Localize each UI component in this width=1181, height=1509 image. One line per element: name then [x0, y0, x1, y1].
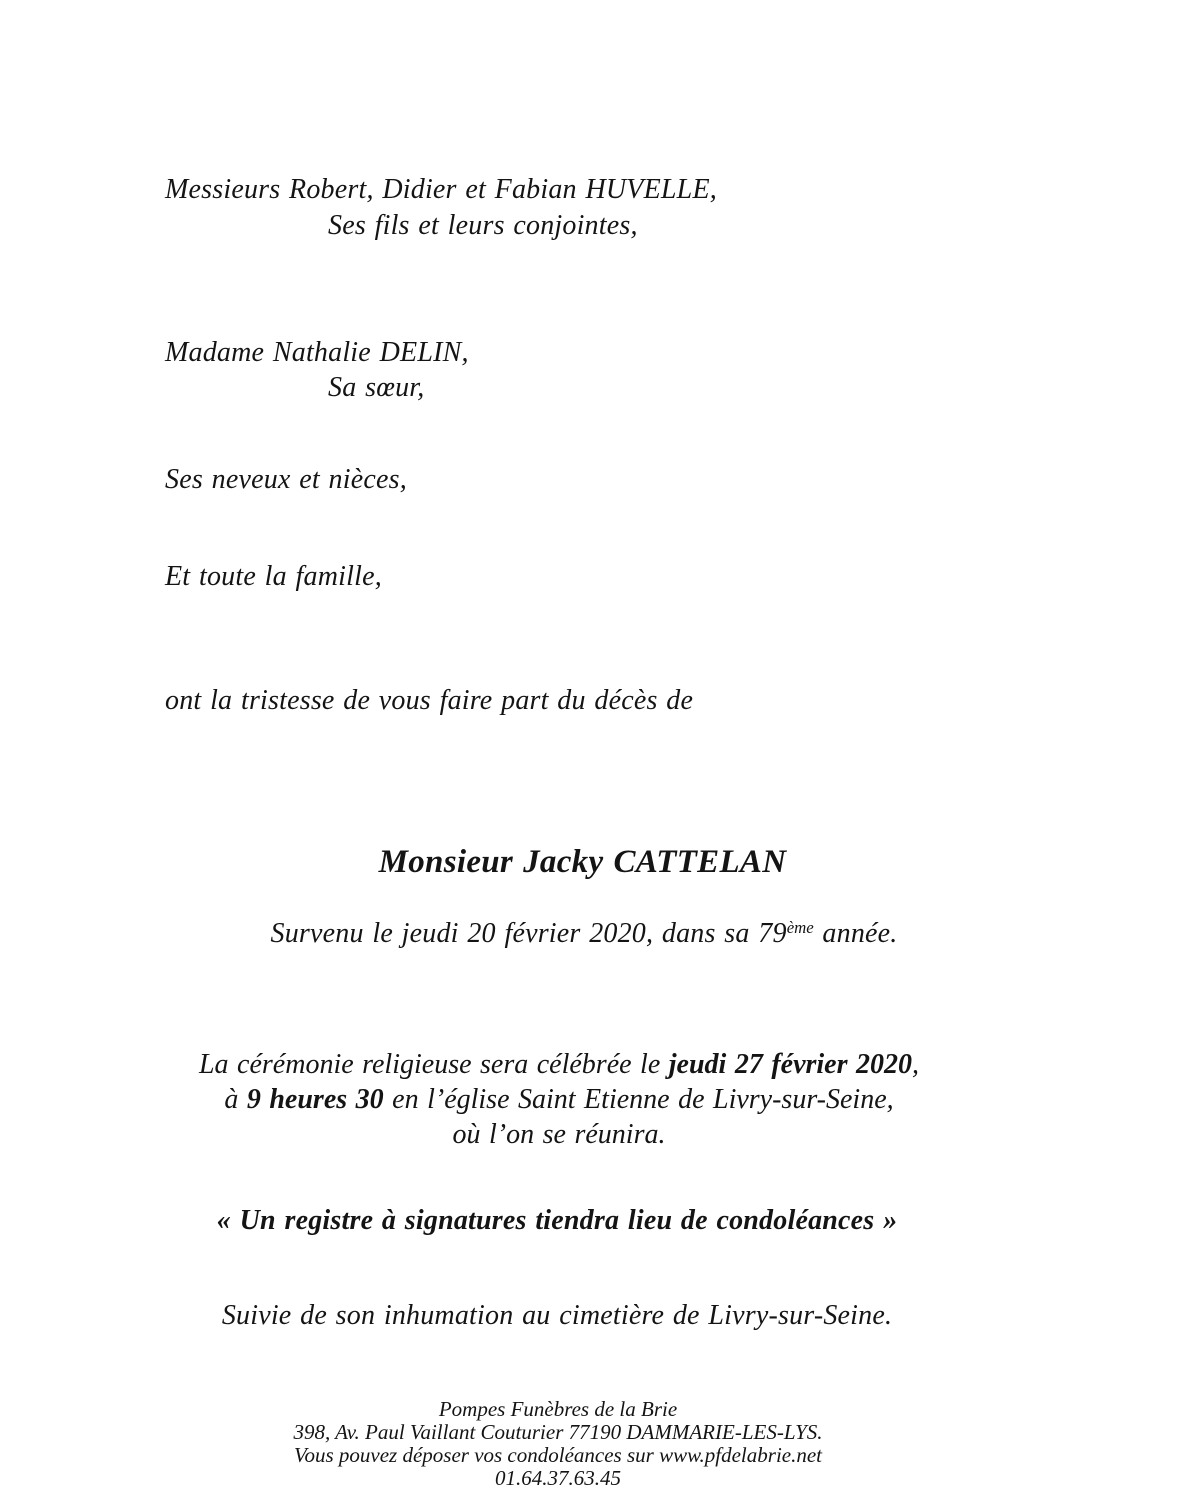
family-line-nephews: Ses neveux et nièces, [165, 464, 407, 495]
family-line-sons-relation: Ses fils et leurs conjointes, [328, 210, 638, 241]
ceremony-line-1-end: , [912, 1049, 920, 1080]
family-line-sister: Madame Nathalie DELIN, [165, 337, 469, 368]
ceremony-line-3: où l’on se réunira. [452, 1119, 666, 1150]
ceremony-line-2-start: à [224, 1084, 247, 1115]
ceremony-line-2-end: en l’église Saint Etienne de Livry-sur-Seine, [383, 1084, 894, 1115]
ceremony-line-1 [0, 1047, 1118, 1082]
register-notice: « Un registre à signatures tiendra lieu de condoléances » [216, 1205, 898, 1236]
announcement-line: ont la tristesse de vous faire part du décès de [165, 685, 694, 716]
family-line-whole-family: Et toute la famille, [165, 561, 382, 592]
funeral-home-name: Pompes Funèbres de la Brie [438, 1397, 678, 1421]
ceremony-line-1-start: La cérémonie religieuse sera célébrée le [198, 1049, 669, 1080]
ceremony-paragraph [0, 1047, 1118, 1152]
death-date-prefix: Survenu le jeudi 20 février 2020, dans sa 79 [270, 918, 787, 949]
death-date-line [0, 916, 1168, 955]
funeral-home-address: 398, Av. Paul Vaillant Couturier 77190 DAMMARIE-LES-LYS. [293, 1420, 823, 1444]
ordinal-suffix: ème [786, 918, 814, 938]
ceremony-date: jeudi 27 février 2020 [668, 1049, 913, 1080]
death-date-suffix: année. [813, 918, 898, 949]
burial-line: Suivie de son inhumation au cimetière de Livry-sur-Seine. [221, 1300, 893, 1331]
funeral-home-condolences-url: Vous pouvez déposer vos condoléances sur www.pfdelabrie.net [293, 1443, 823, 1467]
funeral-home-footer [0, 1398, 1116, 1490]
ceremony-time: 9 heures 30 [246, 1084, 384, 1115]
family-line-sons: Messieurs Robert, Didier et Fabian HUVELLE, [165, 174, 717, 205]
ceremony-line-2 [0, 1082, 1118, 1117]
deceased-name: Monsieur Jacky CATTELAN [378, 844, 787, 880]
family-line-sister-relation: Sa sœur, [328, 372, 425, 403]
funeral-home-phone: 01.64.37.63.45 [495, 1466, 621, 1490]
